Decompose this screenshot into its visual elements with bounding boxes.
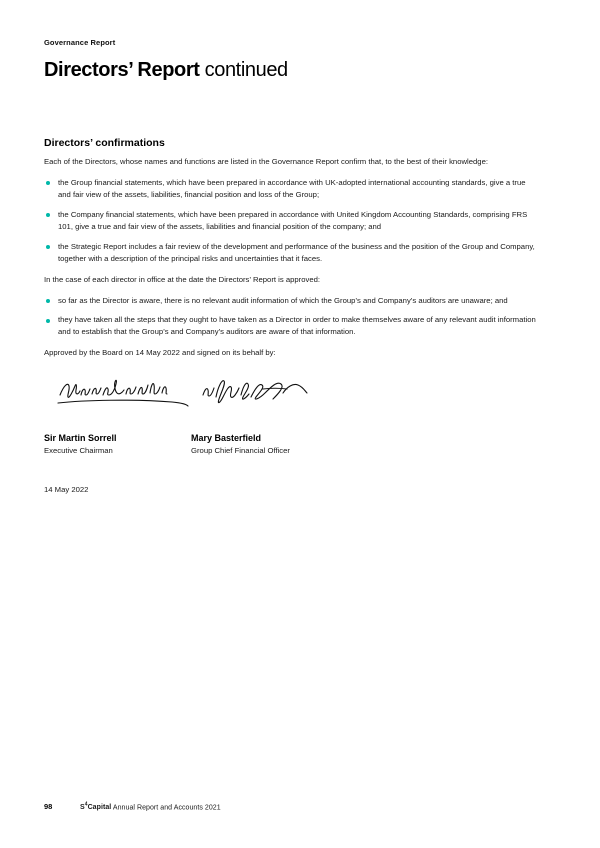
signatory-block-2 bbox=[191, 433, 290, 455]
approval-statement: Approved by the Board on 14 May 2022 and signed on its behalf by: bbox=[44, 348, 276, 358]
page-header bbox=[44, 38, 556, 81]
signature-sir-martin-sorrell bbox=[54, 373, 214, 413]
signatory-role: Executive Chairman bbox=[44, 446, 113, 456]
signatory-name: Mary Basterfield bbox=[191, 433, 262, 444]
list-item: the Group financial statements, which have been prepared in accordance with UK-adopted international accounting standards, give a true and fair view of the assets, liabilities, financial position and loss of the Group; bbox=[44, 177, 538, 201]
footer-page-number: 98 bbox=[44, 802, 53, 811]
directors-confirmations-section bbox=[44, 137, 538, 494]
second-intro: In the case of each director in office at the date the Directors’ Report is approved: bbox=[44, 274, 321, 284]
section-heading: Directors’ confirmations bbox=[44, 137, 165, 149]
brand-name: $S^4Capital$ bbox=[80, 801, 112, 811]
signature-area bbox=[44, 373, 538, 431]
signature-mary-basterfield bbox=[199, 375, 329, 413]
confirmations-list bbox=[44, 177, 538, 265]
audit-information-list bbox=[44, 295, 538, 339]
list-item: so far as the Director is aware, there is no relevant audit information of which the Group’s and Company’s auditors are unaware; and bbox=[44, 295, 538, 307]
page-title-main: Directors’ Report bbox=[44, 59, 200, 81]
signatory-block-1 bbox=[44, 433, 117, 455]
footer-document-title: Annual Report and Accounts 2021 bbox=[112, 804, 221, 811]
section-eyebrow: Governance Report bbox=[44, 38, 116, 47]
signatory-name: Sir Martin Sorrell bbox=[44, 433, 117, 444]
list-item: they have taken all the steps that they ought to have taken as a Director in order to make themselves aware of any relevant audit information and to establish that the Group’s and Company’s auditors are aware of that information. bbox=[44, 314, 538, 338]
list-item: the Strategic Report includes a fair review of the development and performance of the business and the position of the Group and Company, together with a description of the principal risks and uncertainties that it faces. bbox=[44, 241, 538, 265]
footer-document-label bbox=[80, 802, 221, 811]
signatory-role: Group Chief Financial Officer bbox=[191, 446, 290, 456]
section-intro: Each of the Directors, whose names and functions are listed in the Governance Report confirm that, to the best of their knowledge: bbox=[44, 157, 488, 166]
signature-date: 14 May 2022 bbox=[44, 485, 89, 495]
page-title bbox=[44, 59, 556, 81]
signatory-names bbox=[44, 433, 538, 467]
page-title-continued: continued bbox=[204, 59, 288, 81]
page-footer bbox=[44, 802, 544, 811]
list-item: the Company financial statements, which have been prepared in accordance with United Kingdom Accounting Standards, comprising FRS 101, give a true and fair view of the assets, liabilities and financial position of the company; and bbox=[44, 209, 538, 233]
